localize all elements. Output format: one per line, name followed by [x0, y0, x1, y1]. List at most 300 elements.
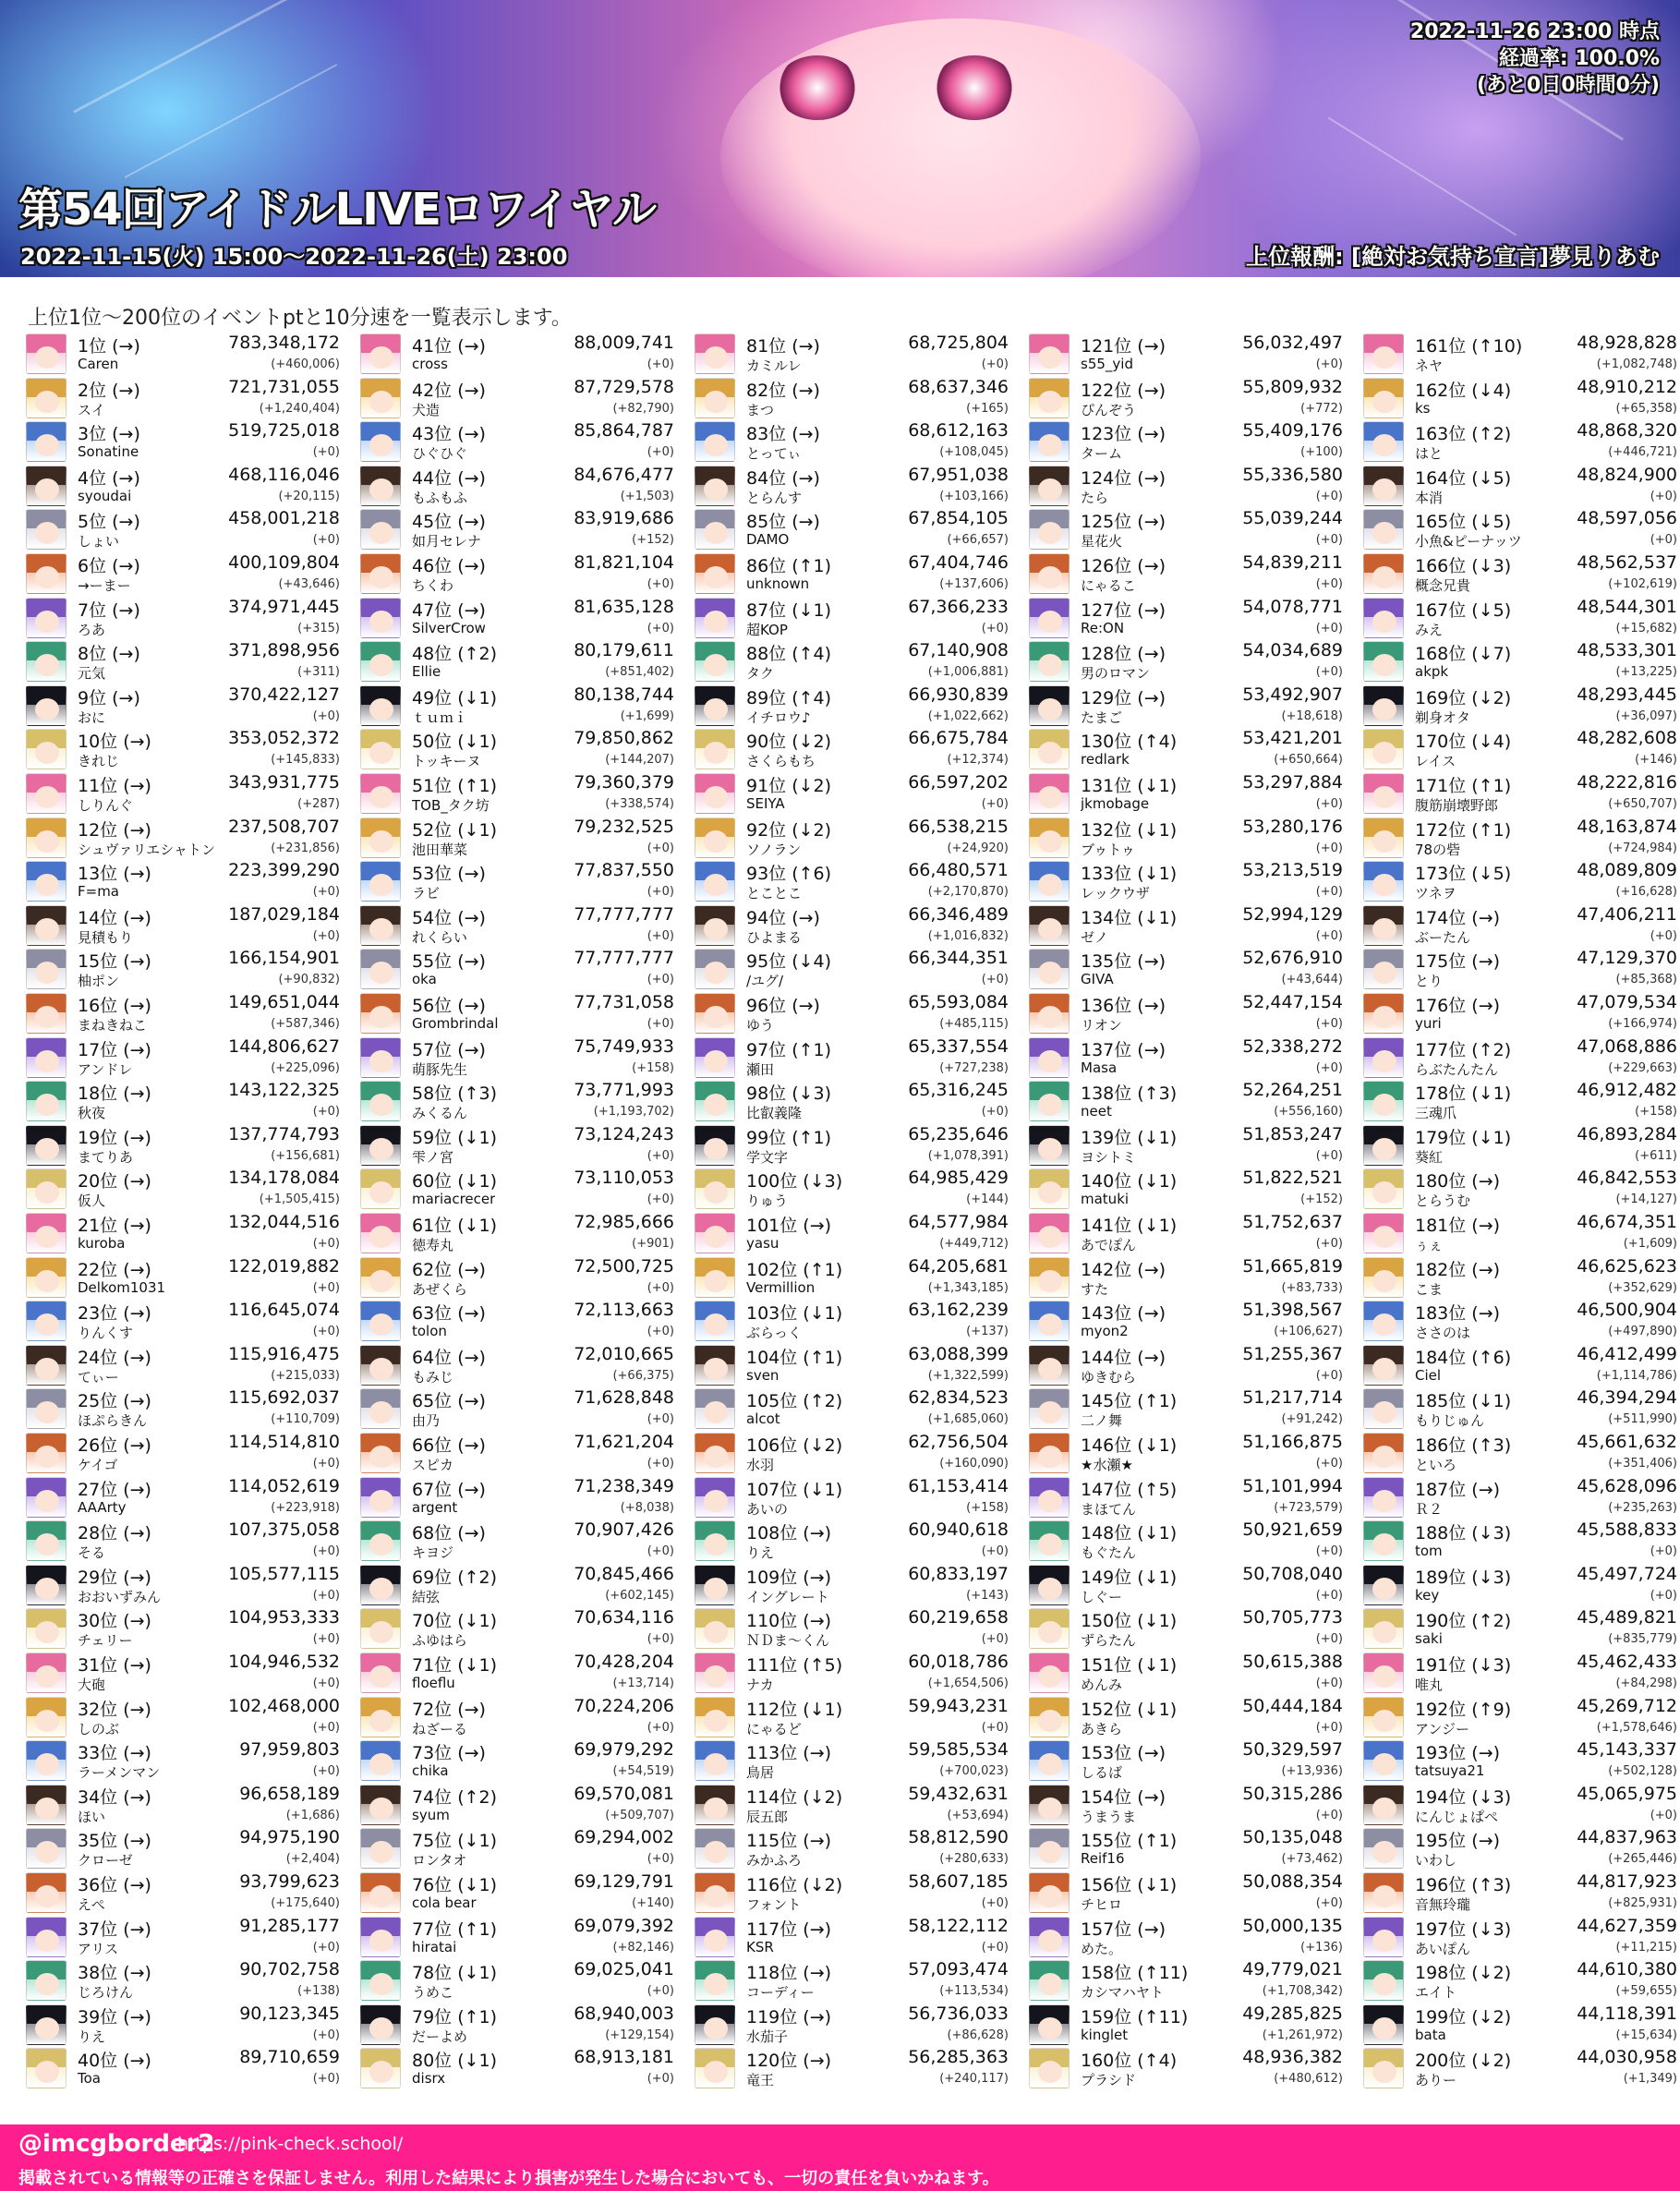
entry-rank: 29位 (→) [78, 1567, 151, 1588]
ranking-entry[interactable] [26, 1036, 340, 1081]
ranking-entry[interactable] [26, 640, 340, 684]
ranking-entry[interactable] [26, 1080, 340, 1124]
entry-player-name: 如月セレナ [412, 533, 482, 551]
ranking-entry[interactable] [26, 1300, 340, 1344]
entry-10min-speed: (+0) [981, 357, 1009, 371]
ranking-entry[interactable] [360, 1607, 674, 1652]
ranking-entry[interactable] [695, 817, 1009, 861]
ranking-entry[interactable] [1029, 1959, 1343, 2003]
entry-event-points: 115,692,037 [228, 1387, 340, 1409]
entry-player-name: もみじ [412, 1368, 454, 1386]
ranking-entry[interactable] [26, 552, 340, 597]
ranking-entry[interactable] [26, 948, 340, 992]
ranking-entry[interactable] [695, 1652, 1009, 1696]
idol-avatar-icon [1029, 1697, 1070, 1737]
ranking-entry[interactable] [1363, 552, 1677, 597]
entry-rank: 156位 (↓1) [1081, 1875, 1178, 1895]
ranking-entry[interactable] [1029, 772, 1343, 817]
ranking-entry[interactable] [1029, 2003, 1343, 2048]
ranking-entry[interactable] [1029, 1387, 1343, 1432]
entry-player-name: もりじゅん [1415, 1412, 1485, 1430]
ranking-entry[interactable] [26, 1124, 340, 1168]
entry-player-name: ソノラン [746, 841, 802, 858]
ranking-entry[interactable] [1363, 2003, 1677, 2048]
ranking-entry[interactable] [1029, 1784, 1343, 1828]
ranking-entry[interactable] [1029, 684, 1343, 729]
ranking-entry[interactable] [695, 1564, 1009, 1608]
ranking-entry[interactable] [1029, 1696, 1343, 1740]
ranking-entry[interactable] [26, 1652, 340, 1696]
ranking-entry[interactable] [1363, 772, 1677, 817]
ranking-entry[interactable] [1363, 1212, 1677, 1256]
ranking-entry[interactable] [1029, 597, 1343, 641]
idol-avatar-icon [1363, 466, 1404, 506]
entry-event-points: 73,124,243 [574, 1123, 674, 1144]
ranking-entry[interactable] [1363, 1564, 1677, 1608]
ranking-entry[interactable] [695, 1256, 1009, 1301]
entry-10min-speed: (+0) [981, 1105, 1009, 1120]
ranking-entry[interactable] [695, 465, 1009, 509]
ranking-entry[interactable] [1363, 420, 1677, 465]
idol-avatar-icon [695, 1697, 735, 1737]
ranking-entry[interactable] [360, 860, 674, 904]
ranking-entry[interactable] [360, 1827, 674, 1871]
idol-avatar-icon [1029, 1740, 1070, 1781]
entry-event-points: 89,710,659 [239, 2047, 340, 2068]
ranking-entry[interactable] [695, 552, 1009, 597]
ranking-entry[interactable] [26, 1519, 340, 1564]
ranking-list [26, 333, 1677, 2106]
ranking-entry[interactable] [26, 2003, 340, 2048]
ranking-entry[interactable] [1029, 817, 1343, 861]
ranking-entry[interactable] [1363, 1300, 1677, 1344]
entry-event-points: 65,337,554 [908, 1035, 1009, 1057]
ranking-entry[interactable] [26, 1739, 340, 1784]
ranking-entry[interactable] [695, 2003, 1009, 2048]
entry-event-points: 61,153,414 [908, 1475, 1009, 1496]
ranking-entry[interactable] [360, 508, 674, 552]
idol-avatar-icon [1029, 949, 1070, 989]
ranking-entry[interactable] [26, 728, 340, 772]
idol-avatar-icon [1363, 729, 1404, 769]
entry-event-points: 44,817,923 [1577, 1871, 1677, 1892]
entry-event-points: 51,822,521 [1242, 1168, 1343, 1189]
entry-10min-speed: (+0) [1315, 1588, 1343, 1603]
site-link[interactable]: https://pink-check.school/ [177, 2134, 404, 2154]
ranking-entry[interactable] [695, 948, 1009, 992]
idol-avatar-icon [1363, 333, 1404, 374]
ranking-entry[interactable] [1363, 1696, 1677, 1740]
ranking-entry[interactable] [1363, 1827, 1677, 1871]
ranking-entry[interactable] [1363, 817, 1677, 861]
entry-rank: 171位 (↑1) [1415, 776, 1512, 796]
entry-rank: 68位 (→) [412, 1523, 486, 1544]
ranking-entry[interactable] [695, 992, 1009, 1036]
ranking-entry[interactable] [26, 817, 340, 861]
entry-10min-speed: (+1,240,404) [259, 401, 340, 416]
ranking-entry[interactable] [360, 1916, 674, 1960]
ranking-entry[interactable] [1363, 728, 1677, 772]
ranking-entry[interactable] [695, 1696, 1009, 1740]
ranking-entry[interactable] [360, 904, 674, 949]
ranking-entry[interactable] [695, 597, 1009, 641]
ranking-entry[interactable] [1363, 597, 1677, 641]
entry-rank: 137位 (→) [1081, 1039, 1166, 1060]
entry-player-name: neet [1081, 1103, 1112, 1120]
ranking-entry[interactable] [360, 1212, 674, 1256]
entry-10min-speed: (+59,655) [1615, 1984, 1677, 1999]
ranking-entry[interactable] [695, 1124, 1009, 1168]
ranking-entry[interactable] [26, 860, 340, 904]
entry-rank: 193位 (→) [1415, 1743, 1501, 1764]
ranking-entry[interactable] [695, 377, 1009, 421]
idol-avatar-icon [1029, 1477, 1070, 1518]
ranking-entry[interactable] [1363, 640, 1677, 684]
ranking-entry[interactable] [360, 728, 674, 772]
ranking-entry[interactable] [360, 1564, 674, 1608]
entry-player-name: myon2 [1081, 1323, 1129, 1340]
ranking-entry[interactable] [360, 1652, 674, 1696]
idol-avatar-icon [26, 1081, 66, 1121]
ranking-entry[interactable] [1029, 1080, 1343, 1124]
ranking-entry[interactable] [1363, 1519, 1677, 1564]
ranking-entry[interactable] [26, 1871, 340, 1916]
ranking-entry[interactable] [695, 1827, 1009, 1871]
entry-event-points: 46,842,553 [1577, 1168, 1677, 1189]
ranking-entry[interactable] [26, 1827, 340, 1871]
ranking-entry[interactable] [695, 1607, 1009, 1652]
ranking-entry[interactable] [1363, 948, 1677, 992]
ranking-entry[interactable] [360, 552, 674, 597]
ranking-entry[interactable] [1029, 1036, 1343, 1081]
ranking-entry[interactable] [695, 860, 1009, 904]
entry-10min-speed: (+0) [1315, 1677, 1343, 1690]
entry-rank: 100位 (↓3) [746, 1171, 843, 1192]
entry-player-name: きれじ [78, 753, 120, 770]
ranking-entry[interactable] [360, 1168, 674, 1212]
ranking-entry[interactable] [360, 420, 674, 465]
ranking-entry[interactable] [360, 1036, 674, 1081]
entry-event-points: 45,661,632 [1577, 1432, 1677, 1452]
entry-10min-speed: (+352,629) [1608, 1280, 1677, 1295]
entry-rank: 37位 (→) [78, 1919, 151, 1940]
ranking-entry[interactable] [1363, 333, 1677, 377]
ranking-entry[interactable] [26, 1432, 340, 1476]
ranking-entry[interactable] [1029, 640, 1343, 684]
ranking-entry[interactable] [1029, 1739, 1343, 1784]
ranking-entry[interactable] [360, 2047, 674, 2091]
ranking-entry[interactable] [26, 1212, 340, 1256]
idol-avatar-icon [360, 1828, 401, 1869]
idol-avatar-icon [1363, 1520, 1404, 1561]
idol-avatar-icon [1363, 378, 1404, 418]
entry-10min-speed: (+0) [647, 1412, 674, 1427]
ranking-entry[interactable] [26, 597, 340, 641]
entry-player-name: にゃるこ [1081, 577, 1136, 594]
entry-rank: 178位 (↓1) [1415, 1083, 1512, 1105]
ranking-entry[interactable] [360, 1256, 674, 1301]
ranking-entry[interactable] [1363, 1124, 1677, 1168]
ranking-entry[interactable] [360, 1432, 674, 1476]
ranking-entry[interactable] [1029, 508, 1343, 552]
ranking-entry[interactable] [26, 508, 340, 552]
ranking-entry[interactable] [1363, 860, 1677, 904]
ranking-entry[interactable] [26, 1256, 340, 1301]
ranking-entry[interactable] [360, 1300, 674, 1344]
ranking-entry[interactable] [1029, 860, 1343, 904]
ranking-entry[interactable] [1363, 904, 1677, 949]
ranking-entry[interactable] [1029, 333, 1343, 377]
ranking-entry[interactable] [360, 1476, 674, 1520]
ranking-entry[interactable] [360, 2003, 674, 2048]
ranking-entry[interactable] [695, 1959, 1009, 2003]
ranking-entry[interactable] [360, 597, 674, 641]
entry-player-name: KSR [746, 1938, 774, 1955]
entry-event-points: 68,725,804 [908, 333, 1009, 353]
ranking-entry[interactable] [26, 1564, 340, 1608]
entry-event-points: 48,163,874 [1577, 816, 1677, 837]
entry-10min-speed: (+73,462) [1281, 1852, 1343, 1867]
ranking-entry[interactable] [695, 1784, 1009, 1828]
ranking-entry[interactable] [360, 1959, 674, 2003]
ranking-entry[interactable] [695, 640, 1009, 684]
entry-10min-speed: (+509,707) [605, 1808, 674, 1822]
entry-player-name: ＮＤま～くん [746, 1632, 830, 1650]
ranking-entry[interactable] [1029, 1168, 1343, 1212]
idol-avatar-icon [1363, 1125, 1404, 1166]
ranking-entry[interactable] [1029, 1212, 1343, 1256]
entry-player-name: カミルレ [746, 357, 802, 374]
entry-event-points: 107,375,058 [228, 1519, 340, 1541]
entry-event-points: 53,297,884 [1242, 772, 1343, 793]
ranking-entry[interactable] [1363, 1344, 1677, 1388]
idol-avatar-icon [1029, 333, 1070, 374]
ranking-entry[interactable] [1363, 1387, 1677, 1432]
entry-player-name: イングレート [746, 1588, 829, 1605]
entry-10min-speed: (+1,503) [620, 489, 674, 503]
entry-player-name: レイス [1415, 753, 1456, 770]
ranking-entry[interactable] [1363, 465, 1677, 509]
entry-event-points: 88,009,741 [574, 333, 674, 353]
ranking-entry[interactable] [26, 420, 340, 465]
entry-10min-speed: (+18,618) [1281, 708, 1343, 723]
ranking-entry[interactable] [695, 728, 1009, 772]
ranking-entry[interactable] [26, 2047, 340, 2091]
ranking-entry[interactable] [695, 420, 1009, 465]
ranking-entry[interactable] [360, 377, 674, 421]
ranking-entry[interactable] [1029, 1432, 1343, 1476]
ranking-entry[interactable] [360, 333, 674, 377]
ranking-entry[interactable] [1029, 904, 1343, 949]
entry-rank: 34位 (→) [78, 1786, 151, 1808]
ranking-entry[interactable] [1029, 1256, 1343, 1301]
ranking-entry[interactable] [695, 904, 1009, 949]
entry-player-name: キヨジ [412, 1544, 454, 1562]
ranking-entry[interactable] [360, 1124, 674, 1168]
ranking-entry[interactable] [1363, 1168, 1677, 1212]
ranking-entry[interactable] [1363, 2047, 1677, 2091]
ranking-entry[interactable] [1363, 1607, 1677, 1652]
ranking-entry[interactable] [26, 1476, 340, 1520]
idol-avatar-icon [695, 1565, 735, 1605]
entry-player-name: Masa [1081, 1059, 1118, 1076]
ranking-entry[interactable] [360, 992, 674, 1036]
entry-10min-speed: (+1,261,972) [1262, 2028, 1343, 2042]
ranking-entry[interactable] [360, 640, 674, 684]
ranking-entry[interactable] [26, 1916, 340, 1960]
ranking-entry[interactable] [695, 772, 1009, 817]
ranking-entry[interactable] [695, 1916, 1009, 1960]
ranking-entry[interactable] [1363, 1784, 1677, 1828]
entry-10min-speed: (+0) [312, 708, 340, 723]
entry-10min-speed: (+0) [312, 1457, 340, 1471]
ranking-entry[interactable] [695, 2047, 1009, 2091]
ranking-entry[interactable] [695, 1519, 1009, 1564]
twitter-handle[interactable]: @imcgborder2 [18, 2130, 215, 2158]
ranking-entry[interactable] [1029, 420, 1343, 465]
entry-10min-speed: (+0) [312, 1764, 340, 1779]
ranking-entry[interactable] [26, 377, 340, 421]
ranking-entry[interactable] [1029, 728, 1343, 772]
ranking-entry[interactable] [1363, 508, 1677, 552]
ranking-entry[interactable] [1029, 1476, 1343, 1520]
entry-event-points: 102,468,000 [228, 1695, 340, 1716]
ranking-entry[interactable] [26, 904, 340, 949]
entry-rank: 60位 (↓1) [412, 1171, 498, 1192]
ranking-entry[interactable] [360, 948, 674, 992]
ranking-entry[interactable] [360, 1871, 674, 1916]
ranking-entry[interactable] [1029, 1827, 1343, 1871]
ranking-entry[interactable] [1363, 1256, 1677, 1301]
ranking-entry[interactable] [26, 684, 340, 729]
ranking-entry[interactable] [26, 1959, 340, 2003]
ranking-entry[interactable] [360, 465, 674, 509]
ranking-entry[interactable] [1029, 1519, 1343, 1564]
ranking-entry[interactable] [695, 1080, 1009, 1124]
idol-avatar-icon [360, 1565, 401, 1605]
ranking-entry[interactable] [1029, 377, 1343, 421]
ranking-entry[interactable] [360, 1080, 674, 1124]
entry-player-name: saki [1415, 1630, 1443, 1648]
ranking-entry[interactable] [26, 1696, 340, 1740]
entry-rank: 46位 (→) [412, 556, 486, 576]
ranking-entry[interactable] [1029, 1124, 1343, 1168]
entry-player-name: たら [1081, 489, 1109, 506]
entry-event-points: 64,985,429 [908, 1168, 1009, 1189]
ranking-entry[interactable] [360, 1696, 674, 1740]
ranking-entry[interactable] [1029, 1344, 1343, 1388]
entry-event-points: 45,462,433 [1577, 1652, 1677, 1672]
ranking-entry[interactable] [1363, 1739, 1677, 1784]
ranking-entry[interactable] [695, 1476, 1009, 1520]
ranking-entry[interactable] [1029, 552, 1343, 597]
ranking-entry[interactable] [1363, 1959, 1677, 2003]
ranking-entry[interactable] [1029, 1871, 1343, 1916]
ranking-entry[interactable] [1029, 1916, 1343, 1960]
ranking-entry[interactable] [1363, 1871, 1677, 1916]
ranking-entry[interactable] [1029, 948, 1343, 992]
ranking-entry[interactable] [26, 772, 340, 817]
ranking-entry[interactable] [360, 1387, 674, 1432]
entry-player-name: ほい [78, 1808, 106, 1825]
ranking-entry[interactable] [26, 1607, 340, 1652]
ranking-entry[interactable] [1029, 1607, 1343, 1652]
entry-10min-speed: (+136) [1300, 1940, 1343, 1955]
idol-avatar-icon [360, 1433, 401, 1473]
ranking-entry[interactable] [695, 1168, 1009, 1212]
entry-10min-speed: (+1,343,185) [927, 1280, 1009, 1295]
idol-avatar-icon [1029, 1785, 1070, 1825]
ranking-entry[interactable] [26, 1784, 340, 1828]
ranking-entry[interactable] [695, 333, 1009, 377]
ranking-entry[interactable] [26, 333, 340, 377]
ranking-entry[interactable] [695, 1300, 1009, 1344]
entry-player-name: TOB_タク坊 [412, 797, 489, 814]
ranking-entry[interactable] [26, 1344, 340, 1388]
ranking-entry[interactable] [695, 1344, 1009, 1388]
ranking-entry[interactable] [695, 1212, 1009, 1256]
entry-event-points: 81,821,104 [574, 552, 674, 573]
ranking-entry[interactable] [1363, 1036, 1677, 1081]
ranking-entry[interactable] [360, 1739, 674, 1784]
ranking-entry[interactable] [1029, 2047, 1343, 2091]
ranking-entry[interactable] [1029, 1300, 1343, 1344]
entry-event-points: 45,143,337 [1577, 1739, 1677, 1761]
ranking-entry[interactable] [695, 1871, 1009, 1916]
ranking-entry[interactable] [26, 1168, 340, 1212]
ranking-entry[interactable] [695, 508, 1009, 552]
ranking-entry[interactable] [1363, 1476, 1677, 1520]
ranking-entry[interactable] [360, 817, 674, 861]
entry-rank: 45位 (→) [412, 512, 486, 533]
ranking-entry[interactable] [695, 1036, 1009, 1081]
ranking-entry[interactable] [695, 1387, 1009, 1432]
entry-player-name: おおいずみん [78, 1588, 162, 1605]
ranking-entry[interactable] [695, 1739, 1009, 1784]
ranking-entry[interactable] [695, 1432, 1009, 1476]
ranking-entry[interactable] [26, 992, 340, 1036]
ranking-entry[interactable] [26, 1387, 340, 1432]
ranking-entry[interactable] [1363, 1080, 1677, 1124]
ranking-entry[interactable] [360, 1344, 674, 1388]
ranking-entry[interactable] [1029, 1564, 1343, 1608]
ranking-entry[interactable] [1363, 1916, 1677, 1960]
entry-event-points: 50,705,773 [1242, 1607, 1343, 1628]
ranking-entry[interactable] [1029, 992, 1343, 1036]
entry-10min-speed: (+2,170,870) [927, 885, 1009, 900]
entry-player-name: GIVA [1081, 971, 1114, 988]
idol-avatar-icon [26, 2048, 66, 2088]
ranking-entry[interactable] [360, 1784, 674, 1828]
ranking-entry[interactable] [360, 772, 674, 817]
ranking-entry[interactable] [360, 684, 674, 729]
ranking-entry[interactable] [1029, 465, 1343, 509]
ranking-entry[interactable] [1363, 1432, 1677, 1476]
entry-event-points: 69,570,081 [574, 1783, 674, 1804]
ranking-entry[interactable] [1363, 377, 1677, 421]
entry-rank: 59位 (↓1) [412, 1127, 498, 1148]
ranking-entry[interactable] [1363, 992, 1677, 1036]
entry-rank: 14位 (→) [78, 907, 151, 928]
ranking-entry[interactable] [695, 684, 1009, 729]
ranking-entry[interactable] [26, 465, 340, 509]
ranking-entry[interactable] [1363, 1652, 1677, 1696]
entry-player-name: ねざーる [412, 1720, 468, 1737]
ranking-entry[interactable] [1363, 684, 1677, 729]
ranking-entry[interactable] [1029, 1652, 1343, 1696]
entry-event-points: 144,806,627 [228, 1035, 340, 1057]
ranking-entry[interactable] [360, 1519, 674, 1564]
